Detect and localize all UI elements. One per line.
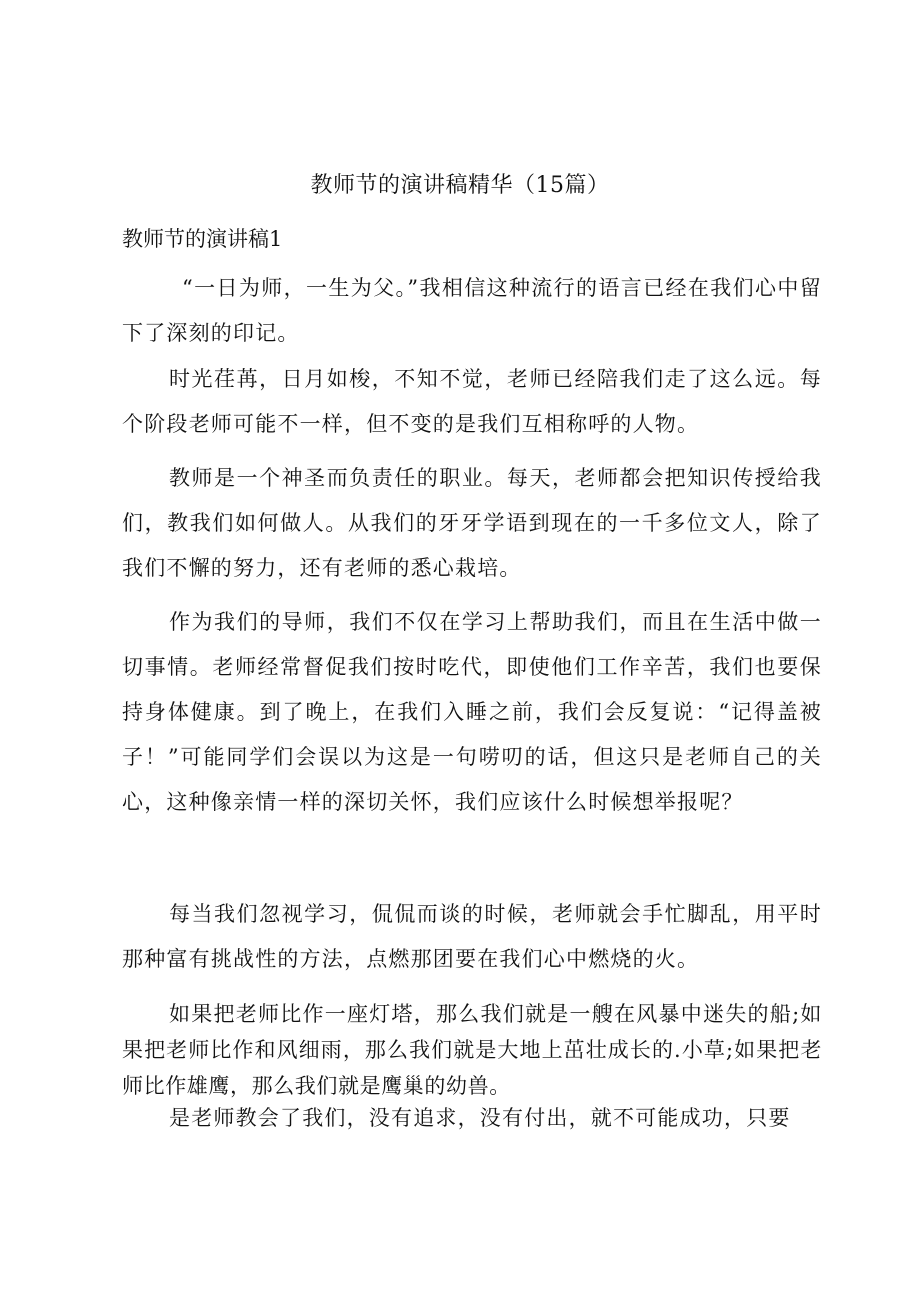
paragraph-7: 是老师教会了我们，没有追求，没有付出，就不可能成功，只要 [169, 1106, 791, 1130]
paragraph-5: 每当我们忽视学习，侃侃而谈的时候，老师就会手忙脚乱，用平时那种富有挑战性的方法，点燃那团要在我们心中燃烧的火。 [122, 902, 822, 971]
paragraph-1: “一日为师，一生为父。”我相信这种流行的语言已经在我们心中留下了深刻的印记。 [122, 276, 822, 345]
document-title: 教师节的演讲稿精华（15篇） [310, 173, 610, 198]
paragraph-3: 教师是一个神圣而负责任的职业。每天，老师都会把知识传授给我们，教我们如何做人。从我们的牙牙学语到现在的一千多位文人，除了我们不懈的努力，还有老师的悉心栽培。 [122, 466, 822, 580]
paragraph-4: 作为我们的导师，我们不仅在学习上帮助我们，而且在生活中做一切事情。老师经常督促我们按时吃代，即使他们工作辛苦，我们也要保持身体健康。到了晚上，在我们入睡之前，我们会反复说：“记得盖被子！”可能同学们会误以为这是一句唠叨的话，但这只是老师自己的关心，这种像亲情一样的深切关怀，我们应该什么时候想举报呢？ [122, 610, 822, 814]
section-heading: 教师节的演讲稿1 [122, 227, 283, 251]
paragraph-6: 如果把老师比作一座灯塔，那么我们就是一艘在风暴中迷失的船;如果把老师比作和风细雨，那么我们就是大地上茁壮成长的.小草;如果把老师比作雄鹰，那么我们就是鹰巢的幼兽。 [122, 1002, 822, 1098]
paragraph-2: 时光荏苒，日月如梭，不知不觉，老师已经陪我们走了这么远。每个阶段老师可能不一样，但不变的是我们互相称呼的人物。 [122, 367, 822, 436]
